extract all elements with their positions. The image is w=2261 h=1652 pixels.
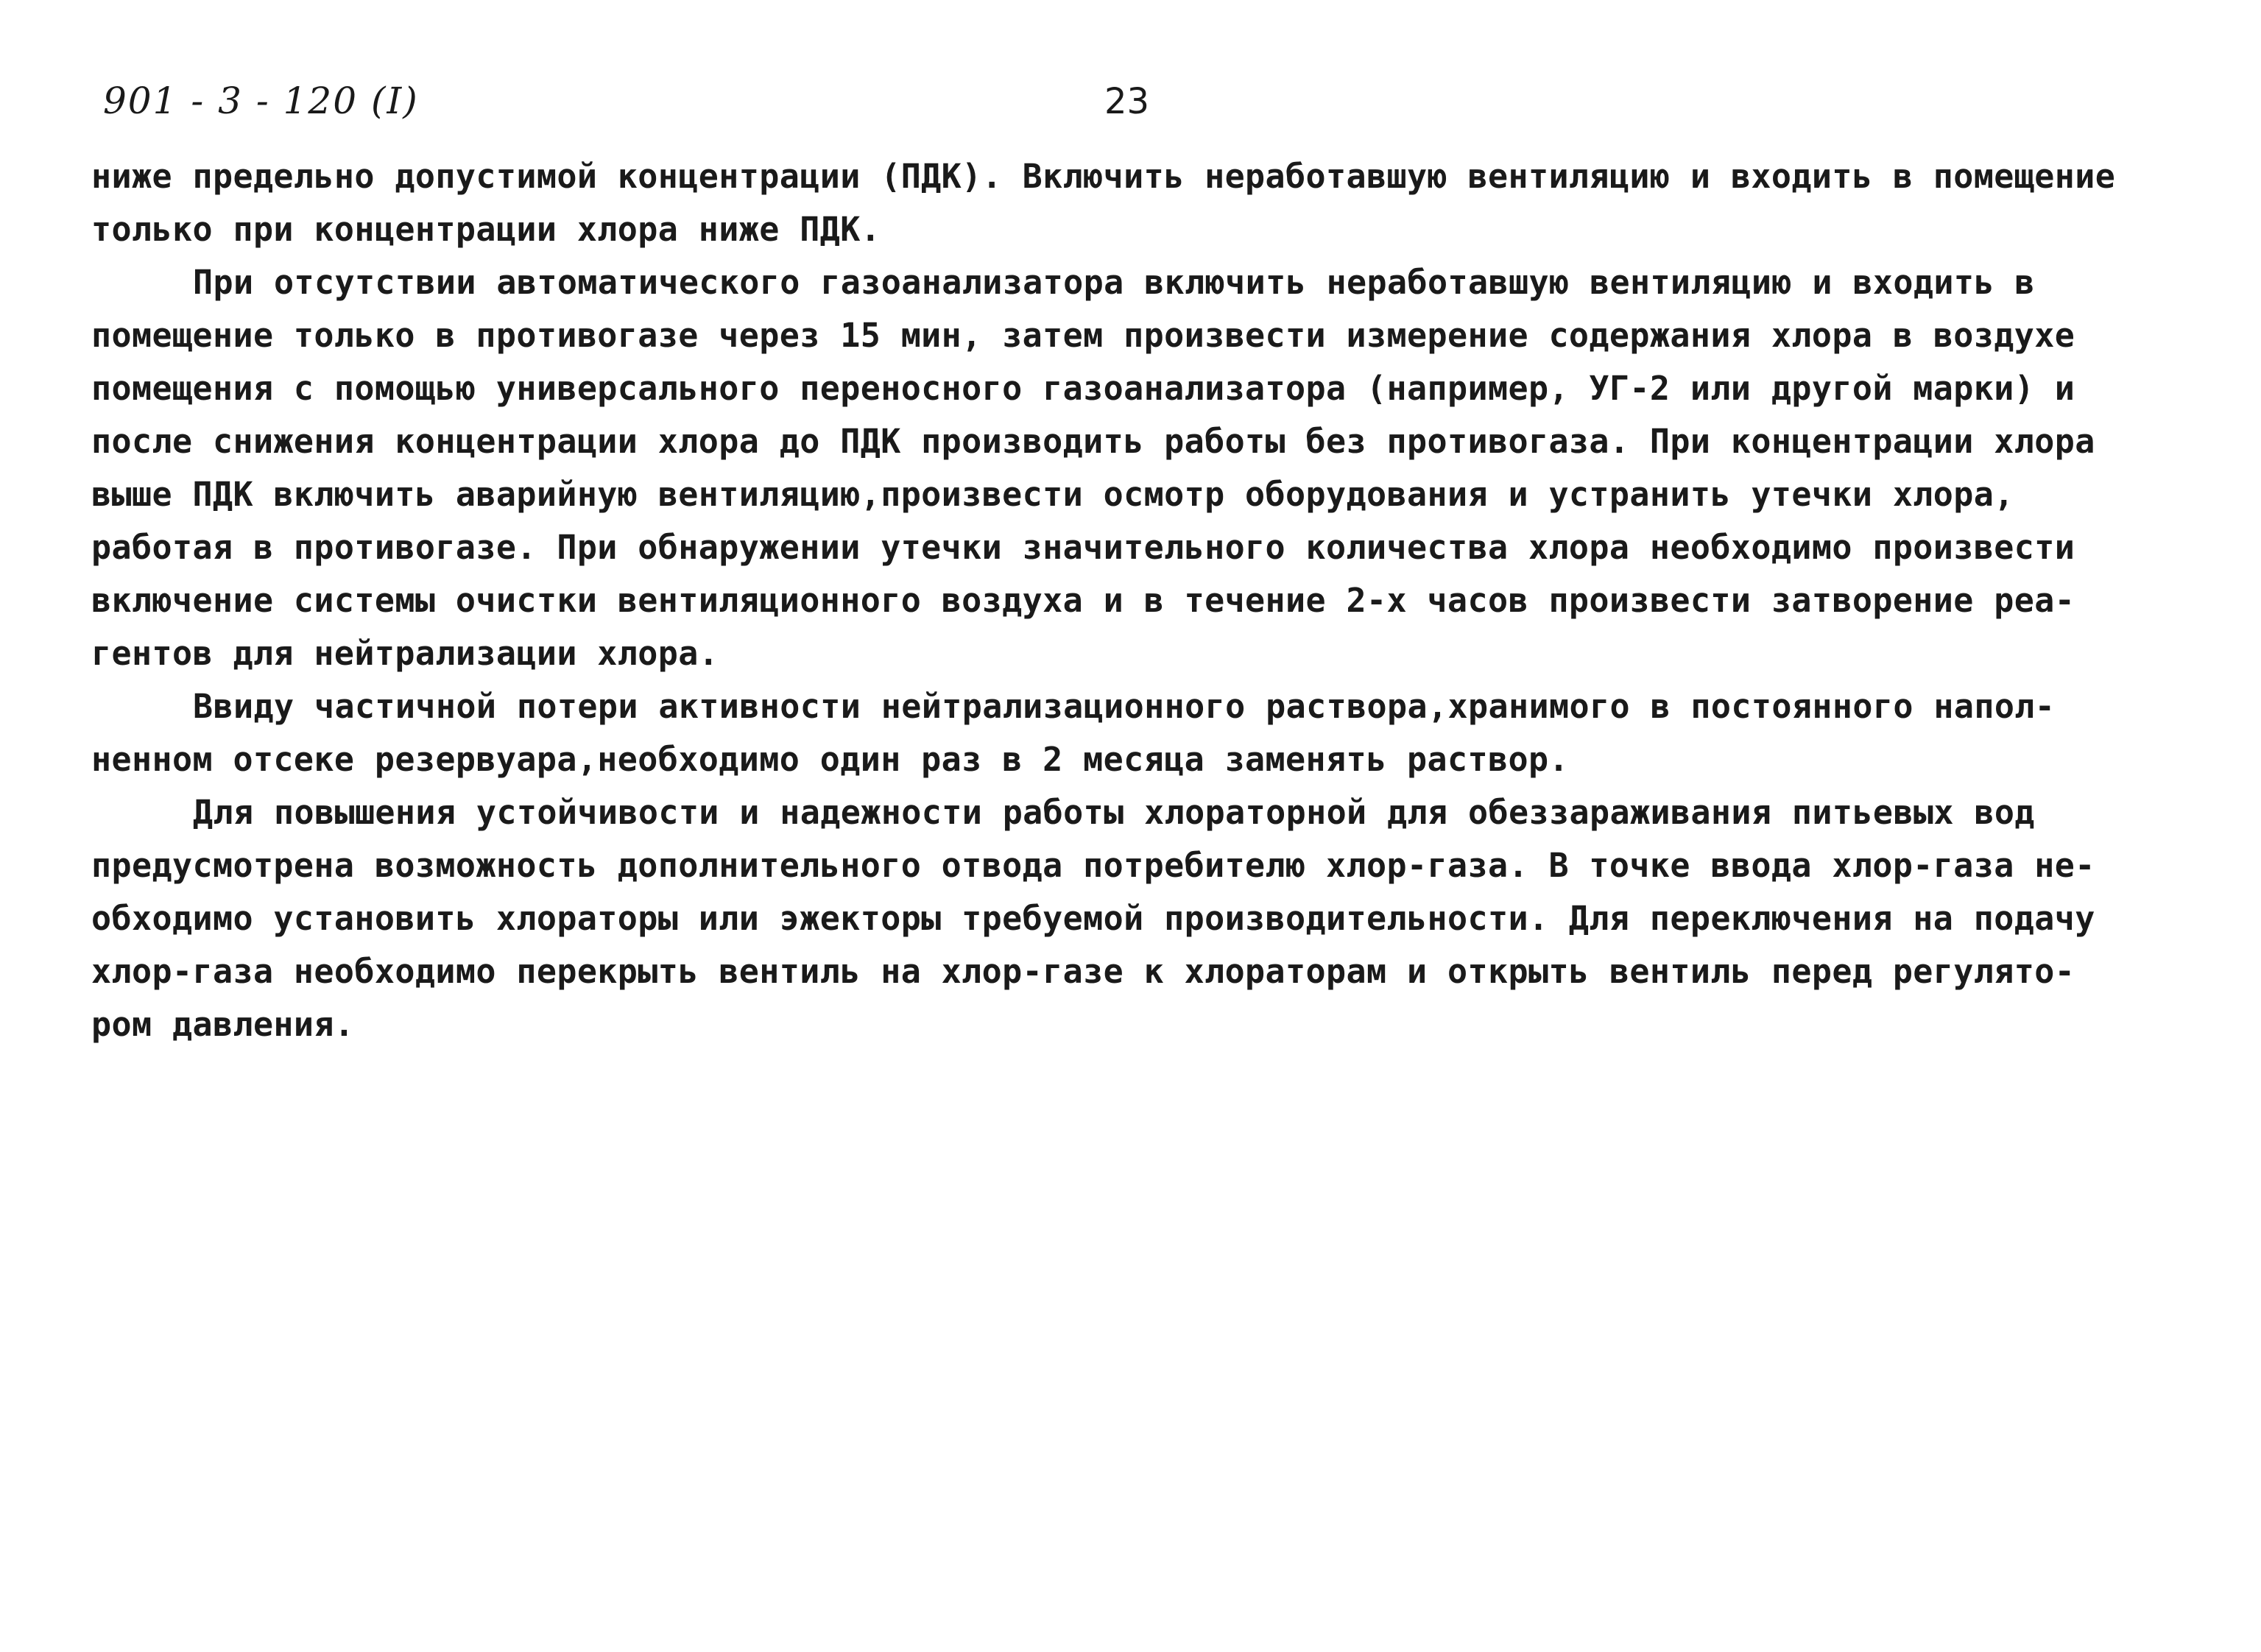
body-text: [91, 150, 2212, 1051]
text-line: ненном отсеке резервуара,необходимо один раз в 2 месяца заменять раствор.: [91, 740, 1569, 779]
text-line: ниже предельно допустимой концентрации (ПДК). Включить неработавшую вентиляцию и входить в помещение: [91, 157, 2116, 196]
text-line: предусмотрена возможность дополнительного отвода потребителю хлор-газа. В точке ввода хлор-газа не-: [91, 846, 2095, 885]
page-number: 23: [1104, 81, 1150, 122]
text-line: При отсутствии автоматического газоанализатора включить неработавшую вентиляцию и входить в: [193, 263, 2035, 302]
text-line: обходимо установить хлораторы или эжекторы требуемой производительности. Для переключения на подачу: [91, 899, 2095, 938]
text-line: помещения с помощью универсального переносного газоанализатора (например, УГ-2 или другой марки) и: [91, 369, 2075, 408]
text-line: Ввиду частичной потери активности нейтрализационного раствора,хранимого в постоянного напол-: [193, 687, 2056, 726]
text-line: включение системы очистки вентиляционного воздуха и в течение 2-х часов произвести затворение реа-: [91, 581, 2075, 620]
text-line: Для повышения устойчивости и надежности работы хлораторной для обеззараживания питьевых вод: [193, 793, 2035, 832]
paragraph: [91, 256, 2212, 680]
text-line: помещение только в противогазе через 15 мин, затем произвести измерение содержания хлора в воздухе: [91, 316, 2075, 355]
text-line: хлор-газа необходимо перекрыть вентиль на хлор-газе к хлораторам и открыть вентиль перед регулято-: [91, 952, 2075, 991]
paragraph: [91, 150, 2212, 256]
paragraph: [91, 786, 2212, 1051]
text-line: ром давления.: [91, 1005, 355, 1044]
paragraph: [91, 680, 2212, 786]
text-line: выше ПДК включить аварийную вентиляцию,произвести осмотр оборудования и устранить утечки хлора,: [91, 475, 2014, 514]
text-line: гентов для нейтрализации хлора.: [91, 634, 719, 673]
text-line: работая в противогазе. При обнаружении утечки значительного количества хлора необходимо произвести: [91, 528, 2075, 567]
text-line: после снижения концентрации хлора до ПДК производить работы без противогаза. При концентрации хлора: [91, 422, 2095, 461]
text-line: только при концентрации хлора ниже ПДК.: [91, 210, 881, 249]
document-code: 901 - 3 - 120 (I): [103, 80, 419, 122]
